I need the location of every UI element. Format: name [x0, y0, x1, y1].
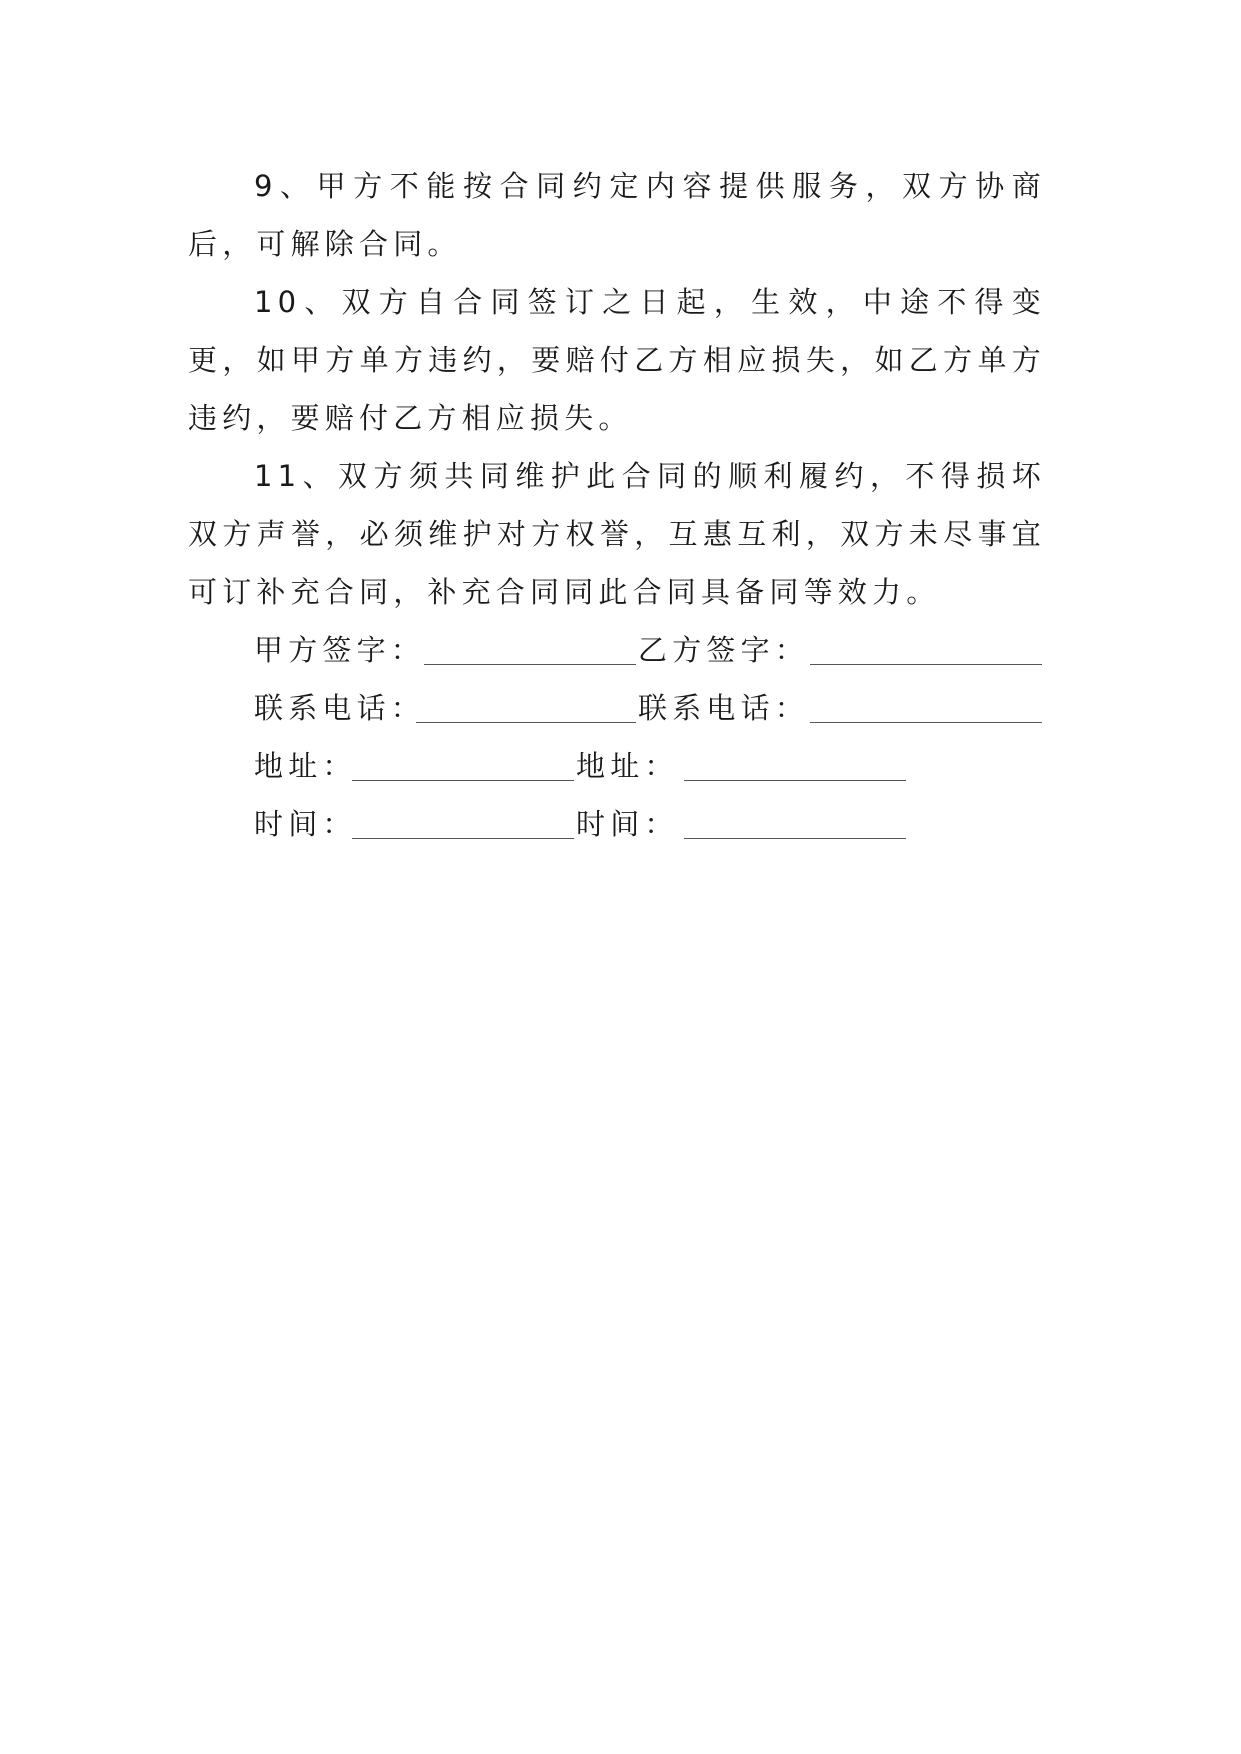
- party-b-address: [576, 737, 679, 795]
- signature-row: [188, 621, 1046, 679]
- party-b-signature-label: 乙方签字：: [638, 633, 810, 667]
- party-a-signature-label: 甲方签字：: [254, 633, 426, 667]
- party-a-time: [254, 795, 357, 853]
- time-row: [188, 795, 1046, 853]
- phone-row: [188, 679, 1046, 737]
- clause-10: 10、双方自合同签订之日起，生效，中途不得变更，如甲方单方违约，要赔付乙方相应损失，如乙方单方违约，要赔付乙方相应损失。: [188, 285, 1046, 435]
- party-a-time-label: 时间：: [254, 807, 357, 841]
- party-b-signature: [638, 621, 809, 679]
- address-row: [188, 737, 1046, 795]
- party-a-signature-line: [424, 664, 636, 665]
- party-b-address-line: [684, 780, 906, 781]
- party-b-time-line: [684, 838, 906, 839]
- party-a-address: [254, 737, 357, 795]
- party-a-address-line: [352, 780, 574, 781]
- party-b-time: [576, 795, 679, 853]
- party-a-address-label: 地址：: [254, 749, 357, 783]
- party-a-signature: [254, 621, 425, 679]
- clause-9: 9、甲方不能按合同约定内容提供服务，双方协商后，可解除合同。: [188, 169, 1046, 261]
- party-b-phone-label: 联系电话：: [638, 691, 810, 725]
- party-a-time-line: [352, 838, 574, 839]
- party-a-phone: [254, 679, 425, 737]
- party-a-phone-line: [416, 722, 636, 723]
- party-b-address-label: 地址：: [576, 749, 679, 783]
- party-b-signature-line: [810, 664, 1042, 665]
- party-b-phone: [638, 679, 809, 737]
- document-page: [188, 157, 1046, 853]
- clause-11: 11、双方须共同维护此合同的顺利履约，不得损坏双方声誉，必须维护对方权誉，互惠互利，双方未尽事宜可订补充合同，补充合同同此合同具备同等效力。: [188, 459, 1046, 609]
- party-b-phone-line: [810, 722, 1042, 723]
- party-a-phone-label: 联系电话：: [254, 691, 426, 725]
- party-b-time-label: 时间：: [576, 807, 679, 841]
